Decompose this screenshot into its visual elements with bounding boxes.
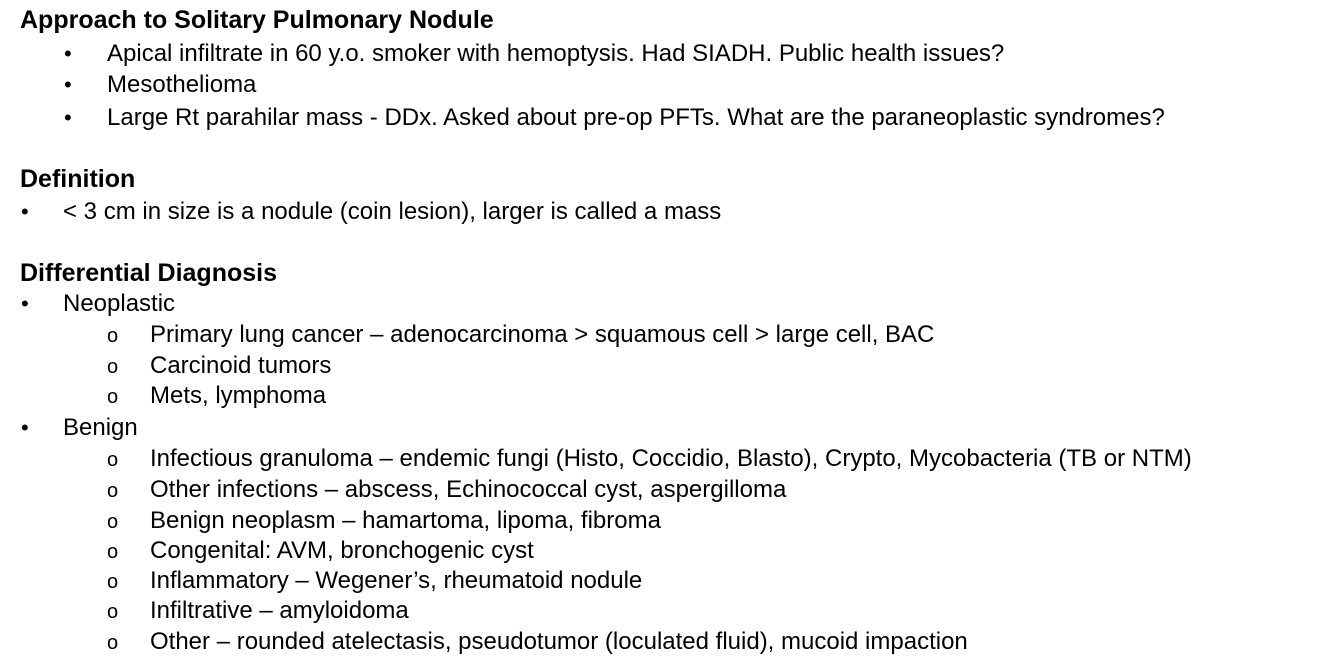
bullet-icon: • [21,415,29,440]
benign-item: Other – rounded atelectasis, pseudotumor (loculated fluid), mucoid impaction [150,628,968,655]
benign-item: Congenital: AVM, bronchogenic cyst [150,537,534,564]
circle-bullet-icon: o [107,632,119,654]
circle-bullet-icon: o [107,449,119,471]
differential-heading: Differential Diagnosis [20,259,277,287]
bullet-icon: • [64,72,72,97]
benign-item: Infectious granuloma – endemic fungi (Histo, Coccidio, Blasto), Crypto, Mycobacteria (TB or NTM) [150,445,1192,472]
page-title: Approach to Solitary Pulmonary Nodule [20,6,494,34]
bullet-icon: • [21,291,29,316]
neoplastic-item: Carcinoid tumors [150,352,332,379]
neoplastic-item: Primary lung cancer – adenocarcinoma > squamous cell > large cell, BAC [150,321,935,348]
benign-item: Inflammatory – Wegener’s, rheumatoid nodule [150,567,643,594]
circle-bullet-icon: o [107,511,119,533]
circle-bullet-icon: o [107,480,119,502]
case-item: Mesothelioma [107,71,257,98]
bullet-icon: • [64,41,72,66]
circle-bullet-icon: o [107,356,119,378]
circle-bullet-icon: o [107,386,119,408]
definition-heading: Definition [20,165,136,193]
bullet-icon: • [21,199,29,224]
circle-bullet-icon: o [107,325,119,347]
case-item: Apical infiltrate in 60 y.o. smoker with hemoptysis. Had SIADH. Public health issues? [107,40,1005,67]
definition-item: < 3 cm in size is a nodule (coin lesion), larger is called a mass [63,198,722,225]
case-item: Large Rt parahilar mass - DDx. Asked about pre-op PFTs. What are the paraneoplastic syndromes? [107,104,1165,131]
category-benign: Benign [63,414,138,441]
benign-item: Other infections – abscess, Echinococcal cyst, aspergilloma [150,476,787,503]
circle-bullet-icon: o [107,571,119,593]
benign-item: Infiltrative – amyloidoma [150,597,409,624]
circle-bullet-icon: o [107,601,119,623]
benign-item: Benign neoplasm – hamartoma, lipoma, fibroma [150,507,661,534]
category-neoplastic: Neoplastic [63,290,176,317]
neoplastic-item: Mets, lymphoma [150,382,327,409]
circle-bullet-icon: o [107,541,119,563]
bullet-icon: • [64,105,72,130]
